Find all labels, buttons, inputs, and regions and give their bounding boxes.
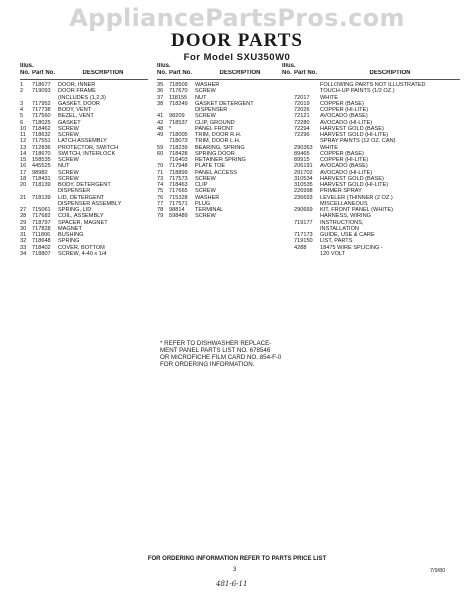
part-description: INSTALLATION [320,225,359,232]
table-row [157,213,285,219]
header-description: DESCRIPTION [219,69,261,76]
parts-column-2 [157,63,285,220]
part-description: AVOCADO (BASE) [320,163,368,170]
illus-number: 78 [157,207,164,213]
part-description: AVOCADO (BASE) [320,113,368,120]
part-description: LEVELER (THINNER (2 OZ.) [320,194,393,201]
part-number: 718025 [32,119,51,126]
note-line: FOR ORDERING INFORMATION. [160,361,255,368]
part-description: TRIM, DOOR R.H. [195,132,242,138]
part-description: COPPER (HI-LITE) [320,157,369,163]
part-number: 717952 [32,100,51,107]
illus-number: 32 [20,238,27,245]
part-number: 718431 [32,175,51,182]
part-description: 120 VOLT [320,250,346,257]
part-description: HARVEST GOLD (BASE) [320,175,384,182]
part-number: 717173 [294,232,313,238]
illus-number: 77 [157,200,164,207]
part-number: 718239 [169,144,188,151]
part-number: 226998 [294,188,313,195]
illus-number: 3 [20,100,24,107]
illus-number: 5 [20,113,24,120]
part-description: SPRING DOOR [195,150,235,157]
part-number: 718797 [32,219,51,226]
illus-number: 75 [157,188,164,195]
part-number: 718670 [32,150,51,157]
illus-number: 6 [20,119,24,126]
part-description: TERMINAL [195,207,224,213]
part-number: 72294 [294,125,310,132]
part-description: COPPER (BASE) [320,150,364,157]
part-description: DISPENSER ASSEMBLY [58,200,122,207]
illus-number: 36 [157,88,164,95]
note-line: * REFER TO DISHWASHER REPLACE- [160,340,272,347]
part-description: SCREW [195,213,216,220]
part-description: NUT [58,163,70,170]
part-number: 236693 [294,194,313,201]
footer-text: FOR ORDERING INFORMATION REFER TO PARTS PRICE LIST [147,556,327,562]
part-number: 72280 [294,119,310,126]
part-number: 717738 [32,107,51,113]
handwritten-note: 481-6-11 [216,580,248,588]
illus-number: 30 [20,225,27,232]
part-number: 89465 [294,150,310,157]
ordering-note [160,340,390,368]
note-line: MENT PANEL PARTS LIST NO. 678546 [160,347,271,354]
part-number: 98814 [169,207,185,213]
illus-number: 49 [157,132,164,138]
part-number: 290363 [294,144,313,151]
header-no: No. [282,69,292,76]
illus-number: 42 [157,119,164,126]
part-description: HARVEST GOLD (HI-LITE) [320,132,389,138]
part-number: 717665 [169,188,188,195]
part-description: GASKET DETERGENT [195,100,254,107]
illus-number: 1 [20,82,24,88]
part-description: PANEL FRONT [195,125,234,132]
part-description: (INCLUDES (1,2,3) [58,94,106,101]
illus-number: 73 [157,175,164,182]
part-number: 118155 [169,94,188,101]
illus-number: 59 [157,144,164,151]
illus-number: 11 [20,132,26,138]
part-number: 4288 [294,244,307,251]
header-description: DESCRIPTION [369,69,411,76]
column-header [157,63,285,80]
illus-number: 15 [20,157,27,163]
part-description: SCREW, 4-40 x 1/4 [58,250,107,257]
header-illus: Illus. [20,63,34,69]
part-number: 718632 [32,132,51,138]
part-description: NUT [195,94,207,101]
part-description: LID, DETERGENT [58,194,105,201]
part-description: GASKET, DOOR [58,100,100,107]
part-description: PLUG [195,200,211,207]
illus-number: 20 [20,182,27,188]
illus-number: 12 [20,138,27,145]
illus-number: 35 [157,82,164,88]
part-description: WASHER [195,194,220,201]
illus-number: 31 [20,232,27,238]
part-description: SCREW [195,88,216,95]
header-part-no: Part No. [32,69,56,76]
part-number: 89915 [294,157,310,163]
part-description: MAGNET [58,225,82,232]
part-description: WHITE [320,94,339,101]
part-number: 206191 [294,163,313,170]
part-description: DOOR, INNER [58,82,96,88]
part-description: COVER, BOTTOM [58,244,105,251]
part-description: AVOCADO (HI-LITE) [320,169,373,176]
part-description: MISCELLANEOUS [320,200,368,207]
illus-number: 16 [20,163,27,170]
part-number: 715328 [169,194,188,201]
part-description: SCREW [195,188,216,195]
part-number: 718677 [32,82,51,88]
part-description: FOLLOWING PARTS NOT ILLUSTRATED [320,82,426,88]
part-number: 718428 [169,150,188,157]
part-description: SCREW [58,157,79,163]
part-description: WASHER [195,82,220,88]
part-description: RETAINER SPRING [195,157,246,163]
illus-number: 27 [20,207,27,213]
part-description: LIST, PARTS [320,238,353,245]
part-number: 718005 [169,132,188,138]
part-number [294,251,320,257]
illus-number: 76 [157,194,164,201]
illus-number: 41 [157,113,164,120]
part-description: LATCH ASSEMBLY [58,138,107,145]
illus-number: 28 [20,213,27,220]
part-description: CLIP [195,182,208,188]
part-description: SPRAY PAINTS (12 OZ. CAN) [320,138,396,145]
part-description: GASKET [58,119,81,126]
part-number: 718139 [32,182,51,188]
part-number: 72017 [294,94,310,101]
part-number: 290669 [294,207,313,213]
part-description: SWITCH, INTERLOCK [58,150,116,157]
part-description: AVOCADO (HI-LITE) [320,119,373,126]
part-description: INSTRUCTIONS, [320,219,364,226]
part-description: SPRING, LID [58,207,92,213]
part-description: COPPER (HI-LITE) [320,107,369,113]
header-illus: Illus. [157,63,171,69]
part-number: 310534 [294,175,313,182]
illus-number: 48 [157,125,164,132]
model-subtitle: For Model SXU350W0 [183,52,291,63]
page-number: 3 [233,567,237,573]
parts-column-3 [282,63,460,257]
part-number: 718073 [169,138,188,145]
watermark-logo: AppliancePartsPros.com [69,4,405,32]
page-title: DOOR PARTS [171,30,303,51]
part-description: HARVEST GOLD (BASE) [320,125,384,132]
part-number: 72019 [294,100,310,107]
part-description: HARVEST GOLD (HI-LITE) [320,182,389,188]
parts-table [20,63,460,313]
part-number: 717571 [169,200,188,207]
illus-number: 14 [20,150,27,157]
part-description: DOOR FRAME [58,88,96,95]
part-description: DISPENSER [58,188,91,195]
part-number: 72026 [294,107,310,113]
header-part-no: Part No. [294,69,318,76]
part-number: 718462 [32,125,51,132]
part-description: BODY, DETERGENT [58,182,111,188]
part-number: 718249 [169,100,188,107]
part-number: 717682 [32,213,51,220]
part-description: CLIP, GROUND [195,119,235,126]
column-header [282,63,460,80]
part-number: 717670 [169,88,188,95]
part-number: 717551 [32,138,51,145]
part-description: GUIDE, USE & CARE [320,232,375,238]
part-number: 718509 [169,82,188,88]
part-description: PLATE TOE [195,163,226,170]
part-number: 719177 [294,219,313,226]
part-number: 718807 [32,250,51,257]
part-number: 712836 [32,144,51,151]
part-description: SCREW [58,132,79,138]
part-description: SCREW [58,169,79,176]
part-description: PRIMER SPRAY [320,188,362,195]
part-description: SCREW [58,125,79,132]
part-number: 716403 [169,157,188,163]
illus-number: 38 [157,100,164,107]
illus-number: 37 [157,94,164,101]
part-number: 72296 [294,132,310,138]
header-no: No. [157,69,167,76]
part-description: HARNESS, WIRING [320,213,371,220]
part-description: COIL, ASSEMBLY [58,213,104,220]
part-number: 158535 [32,157,51,163]
part-number: 718402 [32,244,51,251]
header-illus: Illus. [282,63,296,69]
illus-number: 13 [20,144,27,151]
part-description: PROTECTOR, SWITCH [58,144,119,151]
part-number: 718648 [32,238,51,245]
illus-number: 2 [20,88,24,95]
table-row [282,251,460,257]
part-number: 717948 [169,163,188,170]
part-number: 718537 [169,119,188,126]
illus-number: 60 [157,150,164,157]
part-number: 72121 [294,113,310,120]
illus-number: 17 [20,169,27,176]
header-part-no: Part No. [169,69,193,76]
part-description: BUSHING [58,232,84,238]
part-description: SPRING [58,238,80,245]
part-description: KIT, FRONT PANEL (WHITE) [320,207,393,213]
part-number: 719093 [32,88,51,95]
part-number: 717573 [169,175,188,182]
part-number: 718139 [32,194,51,201]
part-description: BEARING, SPRING [195,144,245,151]
illus-number: 34 [20,250,27,257]
part-description: SPACER, MAGNET [58,219,108,226]
note-line: OR MICROFICHE FILM CARD NO. 854-F-0 [160,354,282,361]
part-description: PANEL ACCESS [195,169,237,176]
part-description: BODY, VENT [58,107,92,113]
illus-number: 70 [157,163,164,170]
header-description: DESCRIPTION [82,69,124,76]
illus-number: 74 [157,182,164,188]
illus-number: 71 [157,169,164,176]
table-row [20,251,148,257]
parts-column-1 [20,63,148,257]
page-code: 7/9/80 [430,568,446,574]
part-description: BEZEL, VENT [58,113,94,120]
part-number: 291702 [294,169,313,176]
illus-number: 33 [20,244,27,251]
part-number: 717560 [32,113,51,120]
part-number: * [169,125,172,132]
part-number: 715061 [32,207,51,213]
illus-number [282,251,294,257]
part-description: COPPER (BASE) [320,100,364,107]
part-description: SCREW [58,175,79,182]
part-number: 98209 [169,113,185,120]
part-description: SCREW [195,175,216,182]
part-number: 717828 [32,225,51,232]
illus-number: 18 [20,175,27,182]
column-header [20,63,148,80]
part-description: SCREW [195,113,216,120]
illus-number: 29 [20,219,27,226]
part-number: 718899 [169,169,188,176]
illus-number: 4 [20,107,24,113]
part-number: 445525 [32,163,51,170]
part-number: 98982 [32,169,48,176]
illus-number: 10 [20,125,27,132]
part-number: 718463 [169,182,188,188]
part-number: 598489 [169,213,188,220]
part-description: TOUCH-UP PAINTS (1/2 OZ.) [320,88,395,95]
part-number: 711806 [32,232,51,238]
part-number: 310535 [294,182,313,188]
part-description: WHITE [320,144,339,151]
part-description: DISPENSER [195,107,228,113]
part-number: 719150 [294,238,313,245]
part-description: TRIM, DOOR L.H. [195,138,241,145]
illus-number: 79 [157,213,164,220]
part-description: 18475 WIRE SPLICING - [320,244,383,251]
illus-number: 21 [20,194,27,201]
header-no: No. [20,69,30,76]
